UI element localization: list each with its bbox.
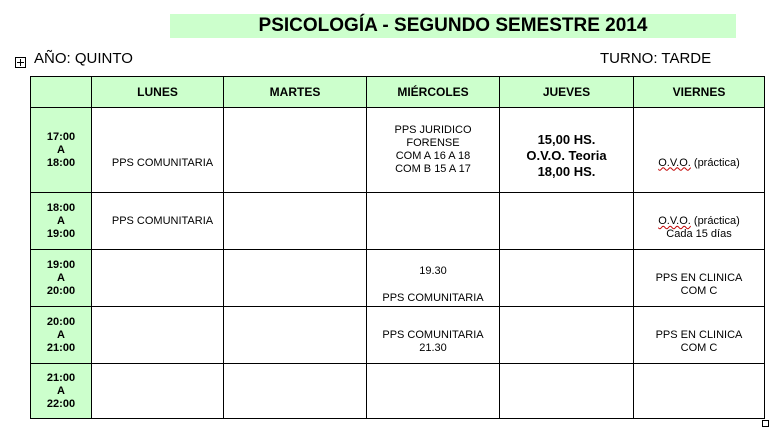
cell-viernes: PPS EN CLINICA COM C: [634, 307, 765, 364]
cell-viernes: O.V.O. (práctica): [634, 108, 765, 193]
shift-label: TURNO: TARDE: [600, 50, 712, 67]
cell-lunes: PPS COMUNITARIA: [92, 108, 224, 193]
cell-jueves: [500, 307, 634, 364]
schedule-table: [30, 76, 765, 419]
table-row: [31, 307, 765, 364]
cell-lunes: [92, 307, 224, 364]
cell-viernes: PPS EN CLINICA COM C: [634, 250, 765, 307]
time-cell: 19:00 A 20:00: [31, 250, 92, 307]
table-move-handle-icon[interactable]: [15, 57, 26, 68]
cell-miercoles: PPS COMUNITARIA 21.30: [367, 307, 500, 364]
time-cell: 17:00 A 18:00: [31, 108, 92, 193]
table-resize-handle-icon[interactable]: [762, 420, 769, 427]
day-header-martes: MARTES: [224, 77, 367, 108]
day-header-jueves: JUEVES: [500, 77, 634, 108]
time-cell: 18:00 A 19:00: [31, 193, 92, 250]
day-header-viernes: VIERNES: [634, 77, 765, 108]
cell-martes: [224, 307, 367, 364]
table-row: [31, 250, 765, 307]
cell-lunes: [92, 364, 224, 419]
cell-viernes: [634, 364, 765, 419]
cell-martes: [224, 364, 367, 419]
time-cell: 20:00 A 21:00: [31, 307, 92, 364]
cell-martes: [224, 250, 367, 307]
cell-jueves: 15,00 HS. O.V.O. Teoria 18,00 HS.: [500, 108, 634, 193]
table-row: [31, 193, 765, 250]
table-row: [31, 364, 765, 419]
header-row: [31, 77, 765, 108]
cell-miercoles: [367, 364, 500, 419]
year-label: AÑO: QUINTO: [34, 50, 133, 67]
day-header-miercoles: MIÉRCOLES: [367, 77, 500, 108]
cell-jueves: [500, 193, 634, 250]
cell-miercoles: 19.30 PPS COMUNITARIA: [367, 250, 500, 307]
cell-lunes: [92, 250, 224, 307]
cell-miercoles: [367, 193, 500, 250]
cell-martes: [224, 193, 367, 250]
time-cell: 21:00 A 22:00: [31, 364, 92, 419]
cell-miercoles: PPS JURIDICO FORENSE COM A 16 A 18 COM B 15 A 17: [367, 108, 500, 193]
table-row: [31, 108, 765, 193]
cell-jueves: [500, 250, 634, 307]
corner-cell: [31, 77, 92, 108]
cell-jueves: [500, 364, 634, 419]
cell-martes: [224, 108, 367, 193]
day-header-lunes: LUNES: [92, 77, 224, 108]
cell-viernes: O.V.O. (práctica) Cada 15 días: [634, 193, 765, 250]
page-title: PSICOLOGÍA - SEGUNDO SEMESTRE 2014: [170, 14, 736, 38]
cell-lunes: PPS COMUNITARIA: [92, 193, 224, 250]
